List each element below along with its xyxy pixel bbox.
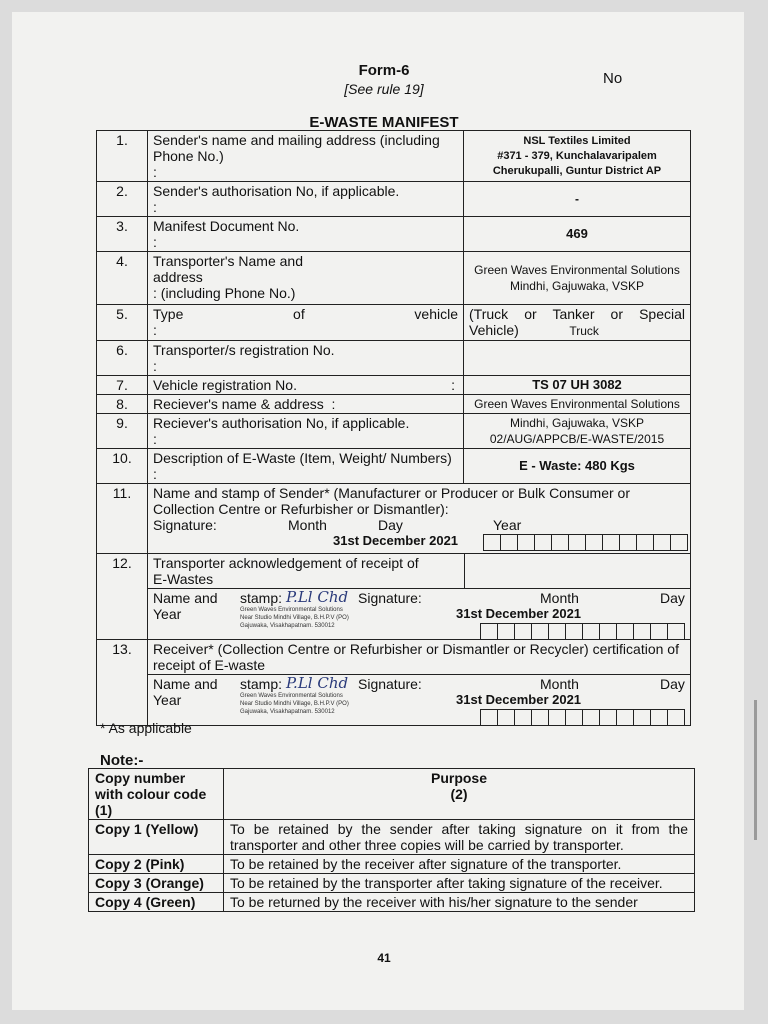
row-label: Reciever's authorisation No, if applicable. : [148,414,464,449]
no-label: No [603,70,623,87]
copy-label: Copy 2 (Pink) [89,855,224,874]
notes-row [89,893,695,912]
copy-purpose: To be retained by the transporter after taking signature of the receiver. [224,874,695,893]
row-9 [97,414,691,449]
date-boxes [480,623,685,640]
row-number: 9. [97,414,148,449]
row-number: 7. [97,376,148,395]
row-number: 11. [97,484,148,554]
transporter-signature-scribble: P.Ll Chd [286,588,349,606]
vehicle-registration-value: TS 07 UH 3082 [464,376,691,395]
sender-date: 31st December 2021 [333,533,459,548]
row-number: 3. [97,217,148,252]
transporter-date: 31st December 2021 [456,606,582,621]
row-10 [97,449,691,484]
notes-header-row [89,769,695,820]
copy-purpose: To be retained by the sender after taking signature on it from the transporter and other three copies will be carried by transporter. [224,820,695,855]
sender-name-value: NSL Textiles Limited #371 - 379, Kunchalavaripalem Cherukupalli, Guntur District AP [464,131,691,182]
row-8 [97,395,691,414]
row-number: 8. [97,395,148,414]
row-number: 1. [97,131,148,182]
sender-authorisation-value: - [464,182,691,217]
copy-label: Copy 1 (Yellow) [89,820,224,855]
receiver-signature-scribble: P.Ll Chd [286,674,349,692]
page-number: 41 [377,951,391,965]
row-12 [97,554,691,640]
form-number: Form-6 [358,62,410,79]
row-3 [97,217,691,252]
row-2 [97,182,691,217]
row-label: Reciever's name & address : [148,395,464,414]
row-label: Description of E-Waste (Item, Weight/ Numbers) : [148,449,464,484]
row-1 [97,131,691,182]
manifest-title: E-WASTE MANIFEST [309,114,459,131]
purpose-header: Purpose (2) [224,769,695,820]
copy-label: Copy 4 (Green) [89,893,224,912]
form-rule: [See rule 19] [344,81,424,97]
date-boxes [480,709,685,726]
row-label: Transporter's Name and address : (including Phone No.) [148,252,464,305]
row-11 [97,484,691,554]
row-label: Vehicle registration No. : [148,376,464,395]
receiver-authorisation-value: Mindhi, Gajuwaka, VSKP 02/AUG/APPCB/E-WASTE/2015 [464,414,691,449]
sender-stamp-section: Name and stamp of Sender* (Manufacturer or Producer or Bulk Consumer or Collection Centre or Refurbisher or Dismantler): Signature: Month Day Year 31st December 2021 [148,484,691,554]
row-label: Manifest Document No. : [148,217,464,252]
footnote: * As applicable [100,720,192,736]
row-label: Sender's name and mailing address (including Phone No.) : [148,131,464,182]
row-7 [97,376,691,395]
row-number: 10. [97,449,148,484]
row-number: 6. [97,341,148,376]
page-edge-shadow [754,700,757,840]
row-number: 5. [97,305,148,341]
note-label: Note:- [100,752,144,769]
notes-row [89,874,695,893]
row-5 [97,305,691,341]
row-label: Sender's authorisation No, if applicable. : [148,182,464,217]
ewaste-description-value: E - Waste: 480 Kgs [464,449,691,484]
receiver-date: 31st December 2021 [456,692,582,707]
row-number: 13. [97,640,148,726]
notes-row [89,820,695,855]
manifest-document-value: 469 [464,217,691,252]
transporter-stamp: Green Waves Environmental Solutions Near Studio Mindhi Village, B.H.P.V (PO) Gajuwaka, Visakhapatnam. 530012 [240,607,349,629]
transporter-ack-section: Transporter acknowledgement of receipt of E-Wastes Name and Year stamp: P.Ll Chd Signature: Green Waves Environmental Solutions Near Studio Mindhi Village, B.H.P.V (PO) Gajuwaka, Visakhapatnam. 530012 Month Day 31st December 2021 [148,554,691,640]
manifest-table [96,130,691,726]
row-13 [97,640,691,726]
row-number: 2. [97,182,148,217]
date-boxes [483,534,688,551]
copy-notes-table [88,768,695,912]
transporter-registration-value [464,341,691,376]
row-number: 12. [97,554,148,640]
copy-purpose: To be returned by the receiver with his/her signature to the sender [224,893,695,912]
receiver-name-value: Green Waves Environmental Solutions [464,395,691,414]
receiver-stamp: Green Waves Environmental Solutions Near Studio Mindhi Village, B.H.P.V (PO) Gajuwaka, Visakhapatnam. 530012 [240,693,349,715]
row-label: Transporter/s registration No. : [148,341,464,376]
transporter-name-value: Green Waves Environmental Solutions Mindhi, Gajuwaka, VSKP [464,252,691,305]
copy-purpose: To be retained by the receiver after signature of the transporter. [224,855,695,874]
row-number: 4. [97,252,148,305]
row-label: Type of vehicle : [148,305,464,341]
row-4 [97,252,691,305]
copy-label: Copy 3 (Orange) [89,874,224,893]
copy-header: Copy number with colour code (1) [89,769,224,820]
vehicle-type-value: (Truck or Tanker or Special Vehicle) Truck [464,305,691,341]
notes-row [89,855,695,874]
row-6 [97,341,691,376]
receiver-cert-section: Receiver* (Collection Centre or Refurbisher or Dismantler or Recycler) certification of receipt of E-waste Name and Year stamp: P.Ll Chd Signature: Green Waves Environmental Solutions Near Studio Mindhi Village, B.H.P.V (PO) Gajuwaka, Visakhapatnam. 530012 Month Day 31st December 2021 [148,640,691,726]
